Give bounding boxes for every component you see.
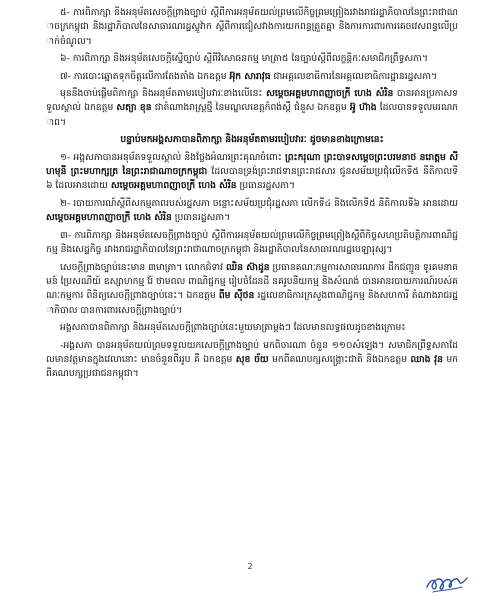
text-run: ប្រធានគណៈកម្មការសាធារណការ ដឹកជញ្ជូន ទូរគមនាគមន៍ ប្រៃសណីយ៍ ឧស្សាហកម្ម រ៉ែ ថាមពល ពាណិជ្ជកម្ម រៀបចំដែនដី នគរូបនីយកម្ម និងសំណង់ បានអានរបាយការណ៍របស់គណៈកម្មការ ពិនិត្យសេចក្តីព្រាងច្បាប់នេះ។ ឯកឧត្តម [46, 261, 459, 302]
text-run: ១- អង្គសភាបានអនុម័តទទួលស្គាល់ និងថ្លែងអំណរព្រះគុណចំពោះ [60, 151, 285, 163]
paragraph-item-6: ៦- ការពិភាក្សា និងអនុម័តសេចក្តីស្នើច្បាប់ ស្តីពីវិសោធនកម្ម មាត្រា៥ នៃច្បាប់ស្តីពីលក្ខន្តិកៈសមាជិកព្រឹទ្ធសភា។ [60, 53, 428, 65]
bold-name: សម្តេចអគ្គមហាពញាចក្រី ហេង សំរិន [110, 180, 237, 192]
bold-name: ឈិន ស៊ាដូន [226, 261, 270, 273]
bold-name: ព្រះករុណា ព្រះបាទសម្តេចព្រះបរមនាថ នរោត្តម សីហមុនី ព្រះមហាក្សត្រ នៃព្រះរាជាណាចក្រកម្ពុជា [46, 151, 458, 178]
paragraph-intro [46, 87, 458, 130]
text-run: ប្រធានរដ្ឋសភា។ [236, 180, 295, 192]
text-run: មកពីគណបក្សប្រជាជនកម្ពុជា។ [46, 353, 458, 380]
text-run: ដែលបានទទួលមរណភាព។ [46, 102, 458, 128]
paragraph-item-7 [46, 70, 458, 84]
text-run: ៧- ការបោះឆ្នោតទុកចិត្តលើការតែងតាំង ឯកឧត្តម [60, 70, 230, 82]
text-run: -អង្គសភា បានអនុម័តយល់ព្រមទទួលយកសេចក្តីព្រាងច្បាប់ មកពិចារណា ចំនួន ១១០សំឡេង។ សមាជិកព្រឹទ្ធសភាដែលមានវត្តមានក្នុងវេលានោះ មានចំនួនពីររូប គឺ ឯកឧត្តម [46, 339, 458, 365]
paragraph-draft-law [46, 261, 458, 319]
paragraph-vote [46, 339, 458, 382]
bold-name: សុខ ច័យ [235, 353, 269, 365]
page-number: 2 [247, 562, 253, 571]
text-run: មុននឹងចាប់ផ្តើមពិភាក្សា និងអនុម័តតាមរបៀបវារៈខាងលើនេះ [60, 88, 267, 100]
bold-name: ឈាង វុន [410, 353, 443, 365]
section-heading: បន្ទាប់មកអង្គសភាបានពិភាក្សា និងអនុម័តតាមរបៀបវារៈ ដូចមានខាងក្រោមនេះ [120, 134, 384, 146]
bold-name: សម្តេចអគ្គមហាពញាចក្រី ហេង សំរិន [266, 88, 394, 100]
bold-name: សម្តេចអគ្គមហាពញាចក្រី ហេង សំរិន [46, 212, 172, 224]
paragraph-results: អង្គសភាបានពិភាក្សា និងអនុម័តសេចក្តីព្រាងច្បាប់នេះមួយមាត្រាម្តងៗ ដែលមានលទ្ធផលដូចខាងក្រោម៖ [60, 322, 406, 334]
text-run: ជាអគ្គលេខាធិការនៃអគ្គលេខាធិការដ្ឋានរដ្ឋសភា។ [270, 70, 438, 82]
text-run: ជាតំណាងរាស្ត្រថ្មី នៃមណ្ឌលខេត្តកំពង់ស្ពឺ ជំនួស ឯកឧត្តម [151, 102, 350, 114]
paragraph-agenda-3: ៣- ការពិភាក្សា និងអនុម័តសេចក្តីព្រាងច្បាប់ ស្តីពីការអនុម័តយល់ព្រមលើកិច្ចព្រមព្រៀងស្តីពីកិច្ចសហប្រតិបត្តិការពាណិជ្ជកម្ម និងសេដ្ឋកិច្ច រវាងរាជរដ្ឋាភិបាលនៃព្រះរាជាណាចក្រកម្ពុជា និងរដ្ឋាភិបាលនៃសាធារណរដ្ឋបេឡារុស្ស។ [46, 229, 458, 256]
paragraph-agenda-2 [46, 197, 458, 226]
text-run: រដ្ឋលេខាធិការក្រសួងពាណិជ្ជកម្ម និងសហការី តំណាងរាជរដ្ឋាភិបាល បានការពារសេចក្តីព្រាងច្បាប់។ [46, 290, 459, 316]
bold-name: សត្យា ខុន [116, 102, 152, 114]
text-run: មកពីគណបក្សសង្គ្រោះជាតិ និងឯកឧត្តម [268, 353, 411, 365]
text-run: សេចក្តីព្រាងច្បាប់នេះមាន ៣មាត្រា។ លោកជំទាវ [60, 261, 227, 273]
text-run: ប្រធានរដ្ឋសភា។ [171, 212, 231, 224]
text-run: បានអានប្រកាសទទួលស្គាល់ ឯកឧត្តម [46, 88, 458, 114]
signature-mark [424, 568, 470, 598]
bold-name: ពឹម ស៊ីថន [218, 290, 255, 302]
bold-name: អ៊ូ ហ៊ាង [349, 102, 377, 114]
paragraph-agenda-1 [46, 151, 458, 194]
paragraph-item-5: ៥- ការពិភាក្សា និងអនុម័តសេចក្តីព្រាងច្បាប់ ស្តីពីការអនុម័តយល់ព្រមលើកិច្ចព្រមព្រៀងរវាងរាជរដ្ឋាភិបាលនៃព្រះរាជាណាចក្រកម្ពុជា និងរដ្ឋាភិបាលនៃសាធារណរដ្ឋស្លូវ៉ាក ស្តីពីការជៀសវាងការយកពន្ធត្រួតគ្នា និងការការពារការគេចវេសពន្ធលើប្រាក់ចំណូល។ [46, 7, 458, 47]
text-run: ២- របាយការណ៍ស្តីពីសកម្មភាពរបស់រដ្ឋសភា ចន្លោះសម័យប្រជុំរដ្ឋសភា លើកទី៤ និងលើកទី៥ នីតិកាលទី៦ អានដោយ [60, 197, 458, 209]
bold-name: អ៊ុក សារាវុធ [229, 70, 271, 82]
text-run: ដែលបានទ្រង់ព្រះរាជទានព្រះរាជសារ ជូនសម័យប្រជុំលើកទី៥ នីតិកាលទី៦ ដែលអានដោយ [46, 166, 458, 192]
